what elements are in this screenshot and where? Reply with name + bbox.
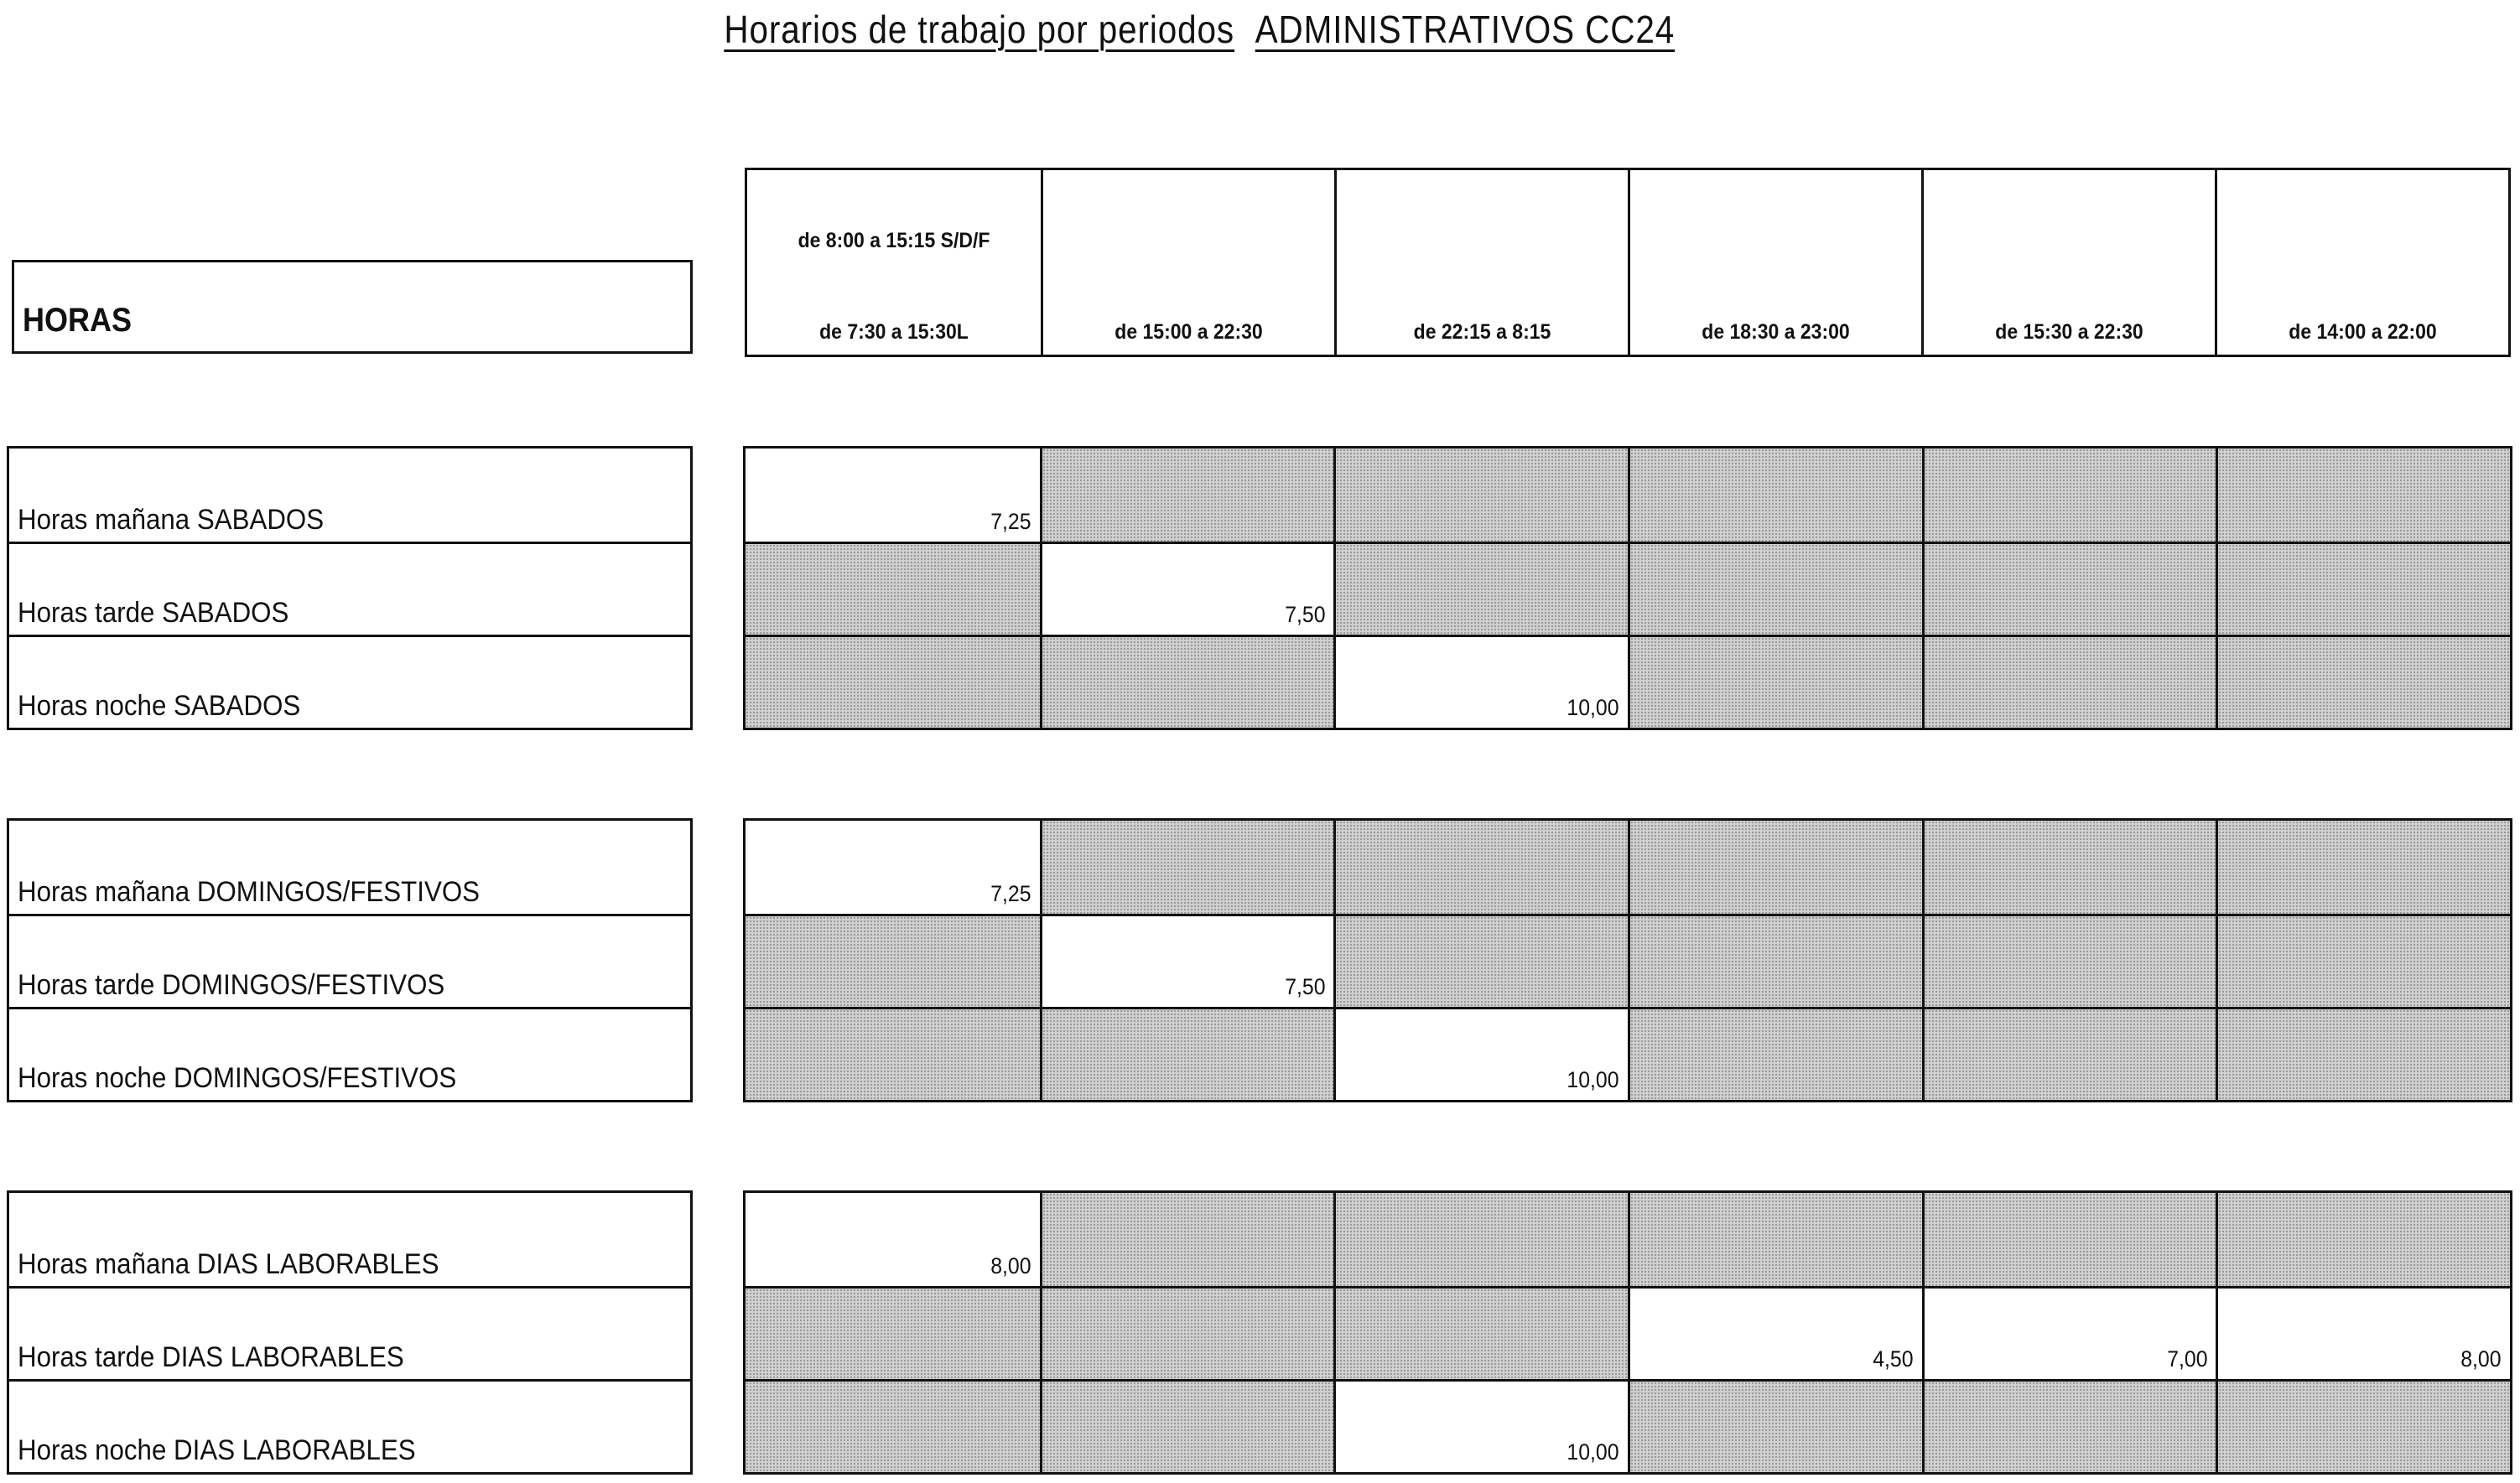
shaded-cell xyxy=(746,914,1040,1007)
row-label-text: Horas noche DIAS LABORABLES xyxy=(18,1434,416,1466)
hours-value: 10,00 xyxy=(1567,1439,1619,1465)
shaded-cell xyxy=(1040,1007,1334,1100)
row-label-text: Horas noche DOMINGOS/FESTIVOS xyxy=(18,1062,457,1094)
column-header-line2: de 15:00 a 22:30 xyxy=(1115,320,1263,344)
shaded-cell xyxy=(1628,914,1922,1007)
row-label xyxy=(9,449,690,542)
hours-cell xyxy=(2216,1286,2510,1379)
shaded-cell xyxy=(1628,449,1922,542)
shaded-cell xyxy=(746,1379,1040,1472)
hours-cell xyxy=(746,821,1040,914)
hours-cell xyxy=(1922,1286,2216,1379)
column-header xyxy=(1628,170,1921,355)
shaded-cell xyxy=(1922,1007,2216,1100)
row-label-text: Horas mañana DIAS LABORABLES xyxy=(18,1248,439,1280)
row-label-text: Horas tarde DOMINGOS/FESTIVOS xyxy=(18,969,445,1001)
horas-label: HORAS xyxy=(23,302,132,339)
hours-cell xyxy=(746,449,1040,542)
row-label-text: Horas mañana DOMINGOS/FESTIVOS xyxy=(18,876,481,908)
shaded-cell xyxy=(746,1286,1040,1379)
row-label-group xyxy=(7,446,693,730)
shaded-cell xyxy=(746,1007,1040,1100)
schedule-header xyxy=(745,168,2511,357)
horas-header-box xyxy=(12,260,693,354)
shaded-cell xyxy=(1922,821,2216,914)
column-header-line2: de 7:30 a 15:30L xyxy=(819,320,969,344)
column-header xyxy=(747,170,1041,355)
hours-cell xyxy=(1333,635,1628,728)
hours-value: 10,00 xyxy=(1567,1067,1619,1092)
hours-value: 7,50 xyxy=(1284,974,1326,999)
column-header xyxy=(1041,170,1334,355)
shaded-cell xyxy=(1922,914,2216,1007)
shaded-cell xyxy=(746,542,1040,635)
shaded-cell xyxy=(2216,635,2510,728)
hours-value: 7,50 xyxy=(1284,602,1326,627)
hours-value: 8,00 xyxy=(990,1253,1031,1278)
shaded-cell xyxy=(2216,449,2510,542)
row-label xyxy=(9,635,690,728)
shaded-cell xyxy=(2216,542,2510,635)
row-label-text: Horas noche SABADOS xyxy=(18,690,301,722)
hours-cell xyxy=(1333,1379,1628,1472)
shaded-cell xyxy=(1628,821,1922,914)
shaded-cell xyxy=(1333,449,1628,542)
shaded-cell xyxy=(1040,449,1334,542)
row-label xyxy=(9,1379,690,1472)
shaded-cell xyxy=(1333,542,1628,635)
shaded-cell xyxy=(2216,821,2510,914)
shaded-cell xyxy=(1040,1193,1334,1286)
row-label-group xyxy=(7,818,693,1102)
shaded-cell xyxy=(1628,542,1922,635)
column-header-line1: de 8:00 a 15:15 S/D/F xyxy=(798,229,990,252)
hours-value: 4,50 xyxy=(1873,1346,1914,1372)
hours-cell xyxy=(1628,1286,1922,1379)
title-sub: ADMINISTRATIVOS CC24 xyxy=(1255,8,1676,51)
hours-cell xyxy=(1333,1007,1628,1100)
hours-grid xyxy=(743,818,2512,1102)
hours-cell xyxy=(1040,542,1334,635)
column-header xyxy=(2215,170,2508,355)
row-label xyxy=(9,1007,690,1100)
shaded-cell xyxy=(1040,1379,1334,1472)
shaded-cell xyxy=(1628,635,1922,728)
shaded-cell xyxy=(2216,1007,2510,1100)
hours-grid xyxy=(743,1190,2512,1475)
shaded-cell xyxy=(1040,821,1334,914)
hours-value: 10,00 xyxy=(1567,695,1619,720)
document-title xyxy=(703,7,1696,57)
shaded-cell xyxy=(1922,449,2216,542)
column-header xyxy=(1334,170,1628,355)
shaded-cell xyxy=(1922,542,2216,635)
shaded-cell xyxy=(1628,1193,1922,1286)
shaded-cell xyxy=(1040,1286,1334,1379)
hours-cell xyxy=(746,1193,1040,1286)
hours-value: 7,25 xyxy=(990,509,1031,534)
row-label xyxy=(9,914,690,1007)
shaded-cell xyxy=(2216,1193,2510,1286)
column-header-line2: de 22:15 a 8:15 xyxy=(1413,320,1551,344)
row-label-group xyxy=(7,1190,693,1475)
row-label xyxy=(9,1193,690,1286)
row-label xyxy=(9,821,690,914)
shaded-cell xyxy=(2216,914,2510,1007)
shaded-cell xyxy=(1333,914,1628,1007)
row-label-text: Horas tarde SABADOS xyxy=(18,597,289,629)
shaded-cell xyxy=(1628,1007,1922,1100)
hours-value: 7,25 xyxy=(990,881,1031,906)
column-header-line2: de 14:00 a 22:00 xyxy=(2289,320,2437,344)
hours-cell xyxy=(1040,914,1334,1007)
shaded-cell xyxy=(1040,635,1334,728)
hours-value: 7,00 xyxy=(2166,1346,2208,1372)
shaded-cell xyxy=(2216,1379,2510,1472)
shaded-cell xyxy=(1628,1379,1922,1472)
shaded-cell xyxy=(746,635,1040,728)
title-main: Horarios de trabajo por periodos xyxy=(724,8,1235,51)
shaded-cell xyxy=(1333,1193,1628,1286)
shaded-cell xyxy=(1922,635,2216,728)
shaded-cell xyxy=(1922,1379,2216,1472)
column-header-line2: de 15:30 a 22:30 xyxy=(1995,320,2143,344)
shaded-cell xyxy=(1333,821,1628,914)
hours-value: 8,00 xyxy=(2460,1346,2502,1372)
row-label xyxy=(9,1286,690,1379)
row-label-text: Horas mañana SABADOS xyxy=(18,504,325,536)
row-label xyxy=(9,542,690,635)
shaded-cell xyxy=(1922,1193,2216,1286)
shaded-cell xyxy=(1333,1286,1628,1379)
column-header-line2: de 18:30 a 23:00 xyxy=(1702,320,1850,344)
hours-grid xyxy=(743,446,2512,730)
column-header xyxy=(1921,170,2215,355)
row-label-text: Horas tarde DIAS LABORABLES xyxy=(18,1341,404,1373)
